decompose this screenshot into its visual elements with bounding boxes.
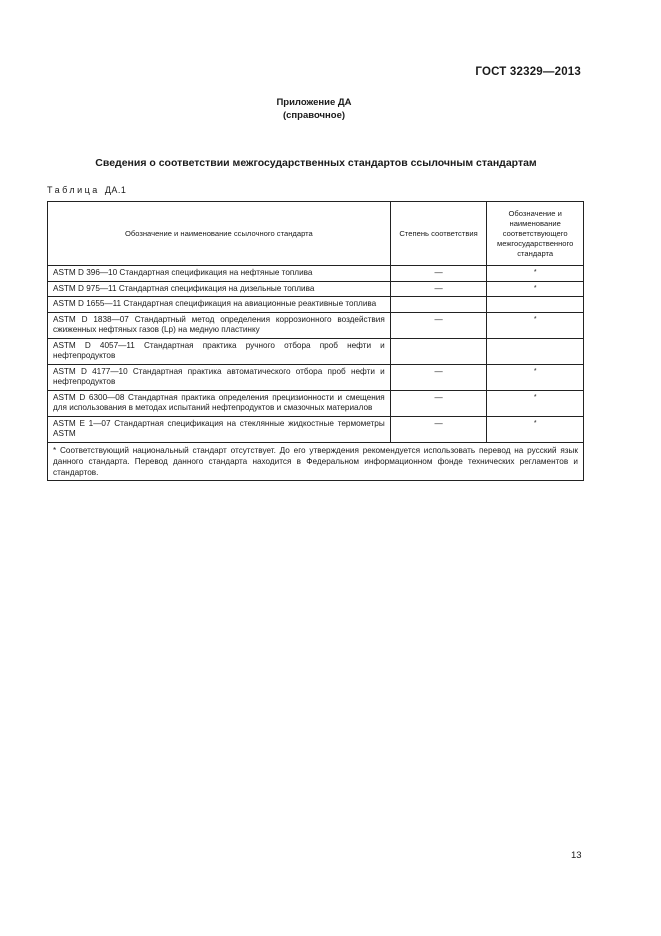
designation-value: * [487, 364, 584, 390]
designation-value [487, 338, 584, 364]
designation-value: * [487, 416, 584, 442]
table-row [48, 338, 584, 364]
degree-value: — [390, 281, 487, 297]
standards-table [47, 201, 584, 481]
appendix-subtitle: (справочное) [282, 110, 346, 121]
degree-value: — [390, 390, 487, 416]
table-row [48, 312, 584, 338]
table-row [48, 390, 584, 416]
standard-name: ASTM D 1838—07 Стандартный метод определения коррозионного воздействия сжиженных нефтяных газов (Lp) на медную пластинку [48, 312, 391, 338]
degree-value: — [390, 416, 487, 442]
standard-name: ASTM D 4057—11 Стандартная практика ручного отбора проб нефти и нефтепродуктов [48, 338, 391, 364]
document-code: ГОСТ 32329—2013 [475, 66, 581, 78]
table-row [48, 281, 584, 297]
table-caption [47, 185, 126, 195]
designation-value: * [487, 312, 584, 338]
table-caption-number: ДА.1 [104, 185, 127, 195]
header-reference-standard: Обозначение и наименование ссылочного стандарта [48, 202, 391, 266]
degree-value [390, 338, 487, 364]
table-row [48, 364, 584, 390]
table-header-row [48, 202, 584, 266]
table-row [48, 266, 584, 282]
standard-name: ASTM E 1—07 Стандартная спецификация на стеклянные жидкостные термометры ASTM [48, 416, 391, 442]
standard-name: ASTM D 6300—08 Стандартная практика определения прецизионности и смещения для использования в методах испытаний нефтепродуктов и смазочных материалов [48, 390, 391, 416]
degree-value: — [390, 312, 487, 338]
table-row [48, 416, 584, 442]
standard-name: ASTM D 396—10 Стандартная спецификация на нефтяные топлива [48, 266, 391, 282]
appendix-heading [0, 96, 628, 122]
page-number: 13 [571, 850, 582, 861]
standard-name: ASTM D 4177—10 Стандартная практика автоматического отбора проб нефти и нефтепродуктов [48, 364, 391, 390]
designation-value [487, 297, 584, 313]
table-caption-word: Таблица [47, 185, 100, 195]
designation-value: * [487, 266, 584, 282]
table-row [48, 297, 584, 313]
standard-name: ASTM D 1655—11 Стандартная спецификация на авиационные реактивные топлива [48, 297, 391, 313]
header-degree: Степень соответствия [390, 202, 487, 266]
table-footnote-row [48, 442, 584, 480]
appendix-title: Приложение ДА [276, 97, 352, 108]
section-title: Сведения о соответствии межгосударственных стандартов ссылочным стандартам [95, 157, 537, 169]
designation-value: * [487, 281, 584, 297]
degree-value: — [390, 266, 487, 282]
degree-value [390, 297, 487, 313]
standard-name: ASTM D 975—11 Стандартная спецификация на дизельные топлива [48, 281, 391, 297]
header-interstate-standard: Обозначение и наименование соответствующего межгосударственного стандарта [487, 202, 584, 266]
degree-value: — [390, 364, 487, 390]
table-footnote: * Соответствующий национальный стандарт отсутствует. До его утверждения рекомендуется использовать перевод на русский язык данного стандарта. Перевод данного стандарта находится в Федеральном информационном фонде технических регламентов и стандартов. [48, 442, 584, 480]
designation-value: * [487, 390, 584, 416]
